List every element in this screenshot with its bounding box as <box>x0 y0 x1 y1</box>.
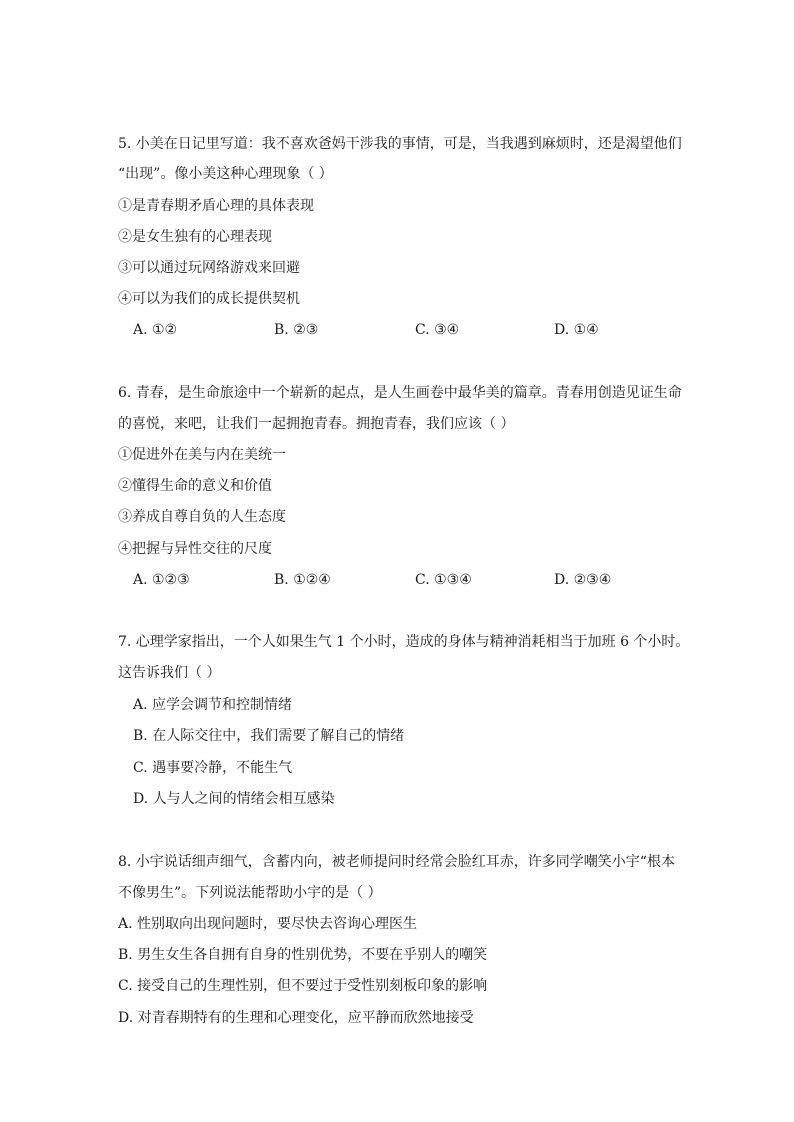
question-stem-line: 的喜悦，来吧，让我们一起拥抱青春。拥抱青春，我们应该（ ） <box>118 416 515 432</box>
question-stem-line: 不像男生”。下列说法能帮助小宇的是（ ） <box>118 885 382 901</box>
option-a[interactable]: A. 性别取向出现问题时，要尽快去咨询心理医生 <box>118 916 418 932</box>
option-d[interactable]: D. 对青春期特有的生理和心理变化，应平静而欣然地接受 <box>118 1010 474 1026</box>
question-stem-line: 7. 心理学家指出，一个人如果生气 1 个小时，造成的身体与精神消耗相当于加班 6 个小时。 <box>118 634 690 650</box>
option-d[interactable]: D. ②③④ <box>554 572 612 588</box>
option-c[interactable]: C. ③④ <box>415 322 460 338</box>
question-stem-line: 6. 青春，是生命旅途中一个崭新的起点，是人生画卷中最华美的篇章。青春用创造见证生命 <box>118 385 682 401</box>
option-c[interactable]: C. 接受自己的生理性别，但不要过于受性别刻板印象的影响 <box>118 978 488 994</box>
option-d[interactable]: D. 人与人之间的情绪会相互感染 <box>133 791 335 807</box>
statement-item: ③可以通过玩网络游戏来回避 <box>118 260 300 276</box>
answer-options <box>133 570 693 590</box>
statement-item: ②是女生独有的心理表现 <box>118 229 272 245</box>
statement-item: ③养成自尊自负的人生态度 <box>118 509 286 525</box>
option-a[interactable]: A. 应学会调节和控制情绪 <box>133 697 293 713</box>
option-b[interactable]: B. 男生女生各自拥有自身的性别优势，不要在乎别人的嘲笑 <box>118 947 488 963</box>
question-stem-line: 5. 小美在日记里写道：我不喜欢爸妈干涉我的事情，可是，当我遇到麻烦时，还是渴望他们 <box>118 136 682 152</box>
question-stem-line: 8. 小宇说话细声细气，含蓄内向，被老师提问时经常会脸红耳赤，许多同学嘲笑小宇“根本 <box>118 854 675 870</box>
question-stem-line: 这告诉我们（ ） <box>118 665 221 681</box>
option-d[interactable]: D. ①④ <box>554 322 599 338</box>
option-a[interactable]: A. ①②③ <box>133 572 190 588</box>
option-b[interactable]: B. ①②④ <box>274 572 331 588</box>
statement-item: ②懂得生命的意义和价值 <box>118 478 272 494</box>
option-b[interactable]: B. ②③ <box>274 322 319 338</box>
statement-item: ④把握与异性交往的尺度 <box>118 541 272 557</box>
statement-item: ①促进外在美与内在美统一 <box>118 447 286 463</box>
question-stem-line: “出现”。像小美这种心理现象（ ） <box>118 166 333 182</box>
answer-options <box>133 320 693 340</box>
statement-item: ①是青春期矛盾心理的具体表现 <box>118 198 314 214</box>
statement-item: ④可以为我们的成长提供契机 <box>118 291 300 307</box>
option-b[interactable]: B. 在人际交往中，我们需要了解自己的情绪 <box>133 728 405 744</box>
option-a[interactable]: A. ①② <box>133 322 178 338</box>
option-c[interactable]: C. 遇事要冷静，不能生气 <box>133 760 293 776</box>
option-c[interactable]: C. ①③④ <box>415 572 472 588</box>
